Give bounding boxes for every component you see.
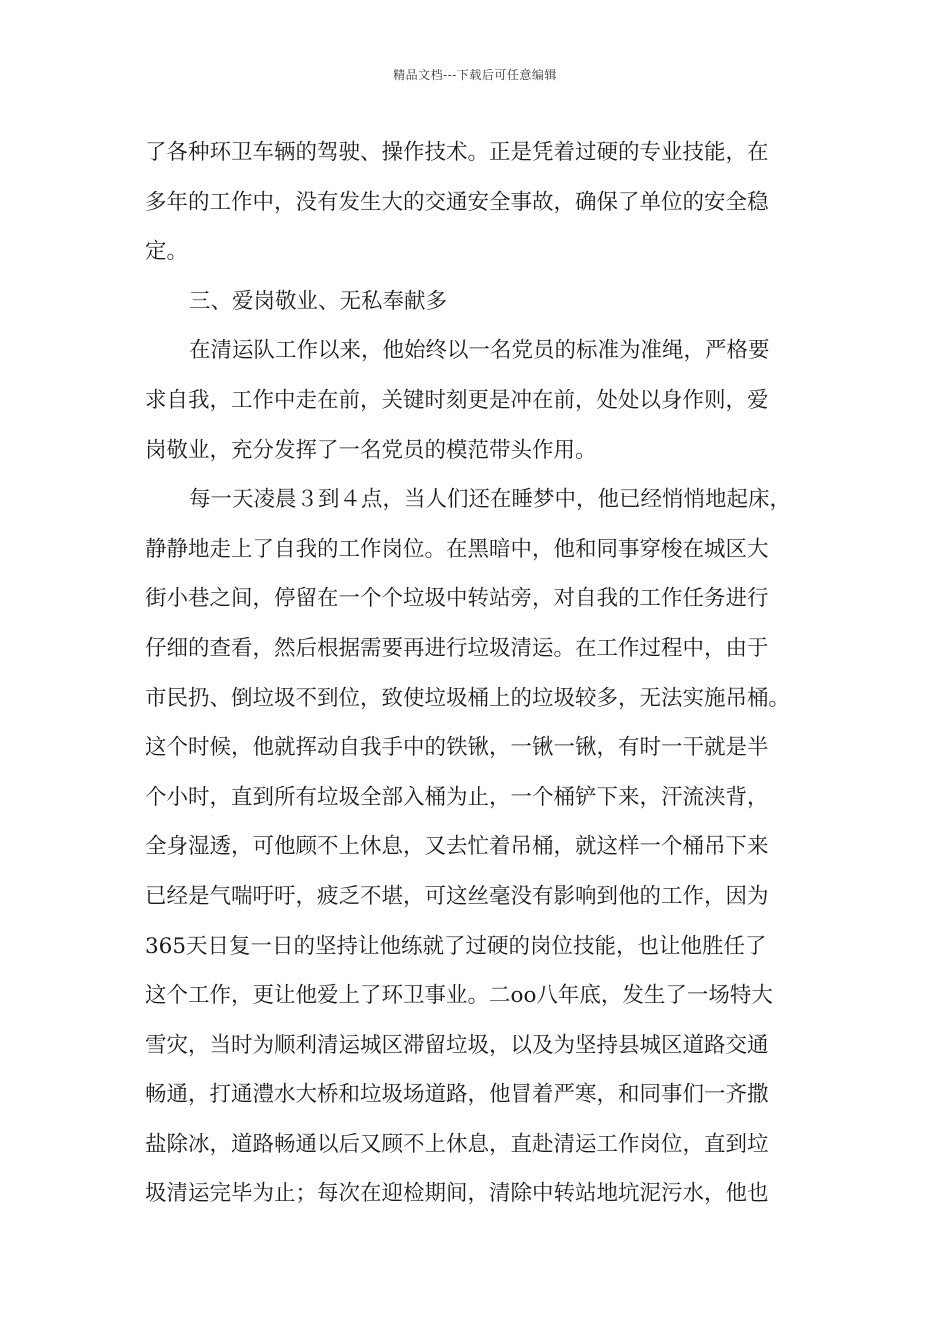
text-line: 圾清运完毕为止；每次在迎检期间，清除中转站地坑泥污水，他也 xyxy=(145,1181,769,1207)
text-line: 仔细的查看，然后根据需要再进行垃圾清运。在工作过程中，由于 xyxy=(145,635,769,661)
text-line: 盐除冰，道路畅通以后又顾不上休息，直赴清运工作岗位，直到垃 xyxy=(145,1131,769,1157)
text-line: 街小巷之间，停留在一个个垃圾中转站旁，对自我的工作任务进行 xyxy=(145,586,769,612)
text-line: 已经是气喘吁吁，疲乏不堪，可这丝毫没有影响到他的工作，因为 xyxy=(145,883,769,909)
text-line: 这个时候，他就挥动自我手中的铁锹，一锹一锹，有时一干就是半 xyxy=(145,735,769,761)
text-line: 定。 xyxy=(145,239,189,265)
text-line: 在清运队工作以来，他始终以一名党员的标准为准绳，严格要 xyxy=(189,338,770,364)
text-line: 多年的工作中，没有发生大的交通安全事故，确保了单位的安全稳 xyxy=(145,189,769,215)
document-body xyxy=(145,128,815,1219)
text-line: 雪灾，当时为顺利清运城区滞留垃圾，以及为坚持县城区道路交通 xyxy=(145,1032,769,1058)
text-line: 岗敬业，充分发挥了一名党员的模范带头作用。 xyxy=(145,437,597,463)
text-line: 了各种环卫车辆的驾驶、操作技术。正是凭着过硬的专业技能，在 xyxy=(145,140,769,165)
text-line: 畅通，打通澧水大桥和垃圾场道路，他冒着严寒，和同事们一齐撒 xyxy=(145,1082,769,1108)
text-line: 求自我，工作中走在前，关键时刻更是冲在前，处处以身作则，爱 xyxy=(145,387,769,413)
text-line: 这个工作，更让他爱上了环卫事业。二oo八年底，发生了一场特大 xyxy=(145,983,773,1009)
text-line: 全身湿透，可他顾不上休息，又去忙着吊桶，就这样一个桶吊下来 xyxy=(145,834,769,860)
text-line: 每一天凌晨３到４点，当人们还在睡梦中，他已经悄悄地起床， xyxy=(189,487,792,513)
section-heading: 三、爱岗敬业、无私奉献多 xyxy=(189,288,448,314)
text-line: 365天日复一日的坚持让他练就了过硬的岗位技能，也让他胜任了 xyxy=(145,933,767,959)
text-line: 个小时，直到所有垃圾全部入桶为止，一个桶铲下来，汗流浃背， xyxy=(145,784,769,810)
text-line: 静静地走上了自我的工作岗位。在黑暗中，他和同事穿梭在城区大 xyxy=(145,536,769,562)
text-line: 市民扔、倒垃圾不到位，致使垃圾桶上的垃圾较多，无法实施吊桶。 xyxy=(145,685,791,711)
page-header: 精品文档---下载后可任意编辑 xyxy=(393,68,557,82)
